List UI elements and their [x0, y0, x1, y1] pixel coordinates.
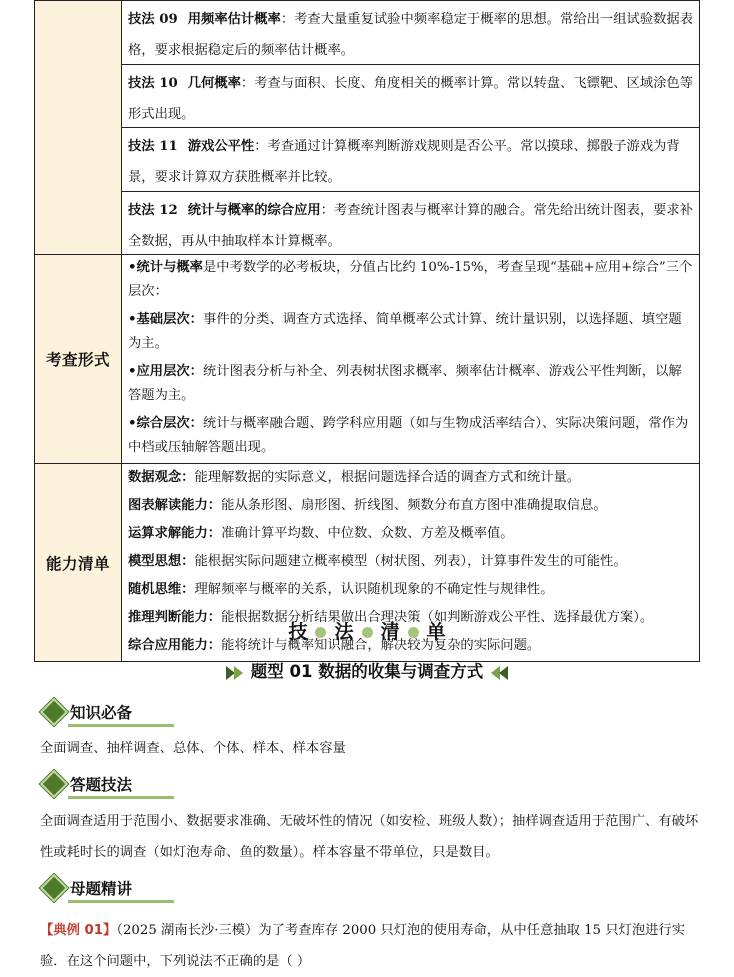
- exam-item-text: 是中考数学的必考板块，分值占比约 10%-15%，考查呈现“基础+应用+综合”三个层次：: [128, 260, 693, 299]
- question-type-text: 题型 01 数据的收集与调查方式: [250, 662, 484, 681]
- tech-title: 技法 10: [128, 76, 178, 91]
- arrow-left-icon: [499, 666, 508, 680]
- tech-name: 用频率估计概率: [187, 12, 281, 27]
- tech-desc: 考查大量重复试验中频率稳定于概率的思想。常给出一组试验数据表格，要求根据稳定后的频率估计概率。: [128, 12, 694, 58]
- knowledge-header-text: 知识必备: [70, 703, 133, 722]
- diamond-icon: [40, 770, 68, 798]
- ability-item: [122, 493, 699, 521]
- dot-separator-icon: [315, 627, 326, 638]
- exam-item: [122, 411, 699, 463]
- question-type-title: [0, 658, 734, 682]
- ability-item-text: 能从条形图、扇形图、折线图、频数分布直方图中准确提取信息。: [221, 498, 607, 513]
- exam-form-label: 考查形式: [45, 351, 110, 369]
- tips-text: 全面调查适用于范围小、数据要求准确、无破坏性的情况（如安检、班级人数）；抽样调查适用于范围广、有破坏性或耗时长的调查（如灯泡寿命、鱼的数量）。样本容量不带单位，只是数目。: [40, 814, 699, 860]
- tech-title: 技法 11: [128, 139, 178, 154]
- exam-item: [122, 359, 699, 411]
- tips-header-text: 答题技法: [70, 775, 133, 794]
- tech-desc: 考查通过计算概率判断游戏规则是否公平。常以摸球、掷骰子游戏为背景，要求计算双方获胜概率并比较。: [128, 139, 680, 185]
- exam-item-head: •应用层次：: [128, 364, 203, 379]
- ability-item-text: 能理解数据的实际意义，根据问题选择合适的调查方式和统计量。: [194, 470, 581, 485]
- ability-item-head: 模型思想：: [128, 554, 195, 569]
- exam-item-head: •统计与概率: [128, 260, 203, 275]
- header-underline: [68, 796, 174, 799]
- example-text: （2025 湖南长沙·三模）为了考查库存 2000 只灯泡的使用寿命，从中任意抽取 15 只灯泡进行实验．在这个问题中，下列说法不正确的是（ ）: [40, 923, 686, 969]
- ability-item-text: 能根据实际问题建立概率模型（树状图、列表），计算事件发生的可能性。: [194, 554, 627, 569]
- tech-desc: 考查与面积、长度、角度相关的概率计算。常以转盘、飞镖靶、区域涂色等形式出现。: [128, 76, 694, 122]
- ability-item-head: 推理判断能力：: [128, 610, 222, 625]
- ability-item: [122, 577, 699, 605]
- example-header-text: 母题精讲: [70, 879, 133, 898]
- tech-name: 游戏公平性: [187, 139, 255, 154]
- section-title: [0, 617, 734, 644]
- section-title-char: 清: [380, 621, 400, 643]
- ability-item: [122, 549, 699, 577]
- section-title-char: 法: [334, 621, 354, 643]
- diamond-icon: [40, 698, 68, 726]
- ability-item: [122, 521, 699, 549]
- example-question: [40, 915, 700, 977]
- label-cell-empty: [35, 1, 122, 255]
- exam-item-text: 统计与概率融合题、跨学科应用题（如与生物成活率结合）、实际决策问题，常作为中档或压轴解答题出现。: [128, 416, 689, 455]
- exam-item-text: 统计图表分析与补全、列表树状图求概率、频率估计概率、游戏公平性判断，以解答题为主。: [128, 364, 682, 403]
- ability-item-head: 数据观念：: [128, 470, 195, 485]
- arrow-right-icon: [234, 666, 243, 680]
- section-title-char: 单: [426, 621, 446, 643]
- dot-separator-icon: [408, 627, 419, 638]
- tech-cell: [122, 1, 700, 255]
- ability-item-head: 随机思维：: [128, 582, 195, 597]
- tech-row-10: 技法 10 几何概率：考查与面积、长度、角度相关的概率计算。常以转盘、飞镖靶、区域涂色等形式出现。: [122, 65, 699, 128]
- tech-name: 统计与概率的综合应用: [187, 203, 321, 218]
- section-title-char: 技: [288, 621, 308, 643]
- summary-table: [34, 0, 700, 662]
- example-tag: 【典例 01】: [40, 923, 117, 938]
- ability-label: 能力清单: [45, 554, 110, 573]
- ability-item-head: 运算求解能力：: [128, 526, 222, 541]
- ability-item-head: 图表解读能力：: [128, 498, 222, 513]
- exam-item-head: •综合层次：: [128, 416, 203, 431]
- knowledge-text: 全面调查、抽样调查、总体、个体、样本、样本容量: [40, 741, 346, 756]
- exam-item: [122, 255, 699, 307]
- exam-form-label-cell: [35, 255, 122, 464]
- tech-row-09: 技法 09 用频率估计概率：考查大量重复试验中频率稳定于概率的思想。常给出一组试验数据表格，要求根据稳定后的频率估计概率。: [122, 1, 699, 65]
- header-underline: [68, 724, 174, 727]
- ability-item-text: 能将统计与概率知识融合，解决较为复杂的实际问题。: [221, 638, 541, 653]
- tech-row-12: 技法 12 统计与概率的综合应用：考查统计图表与概率计算的融合。常先给出统计图表，要求补全数据，再从中抽取样本计算概率。: [128, 203, 694, 249]
- ability-item: [122, 465, 699, 493]
- dot-separator-icon: [362, 627, 373, 638]
- header-underline: [68, 900, 174, 903]
- exam-item-text: 事件的分类、调查方式选择、简单概率公式计算、统计量识别，以选择题、填空题为主。: [128, 312, 682, 351]
- ability-item-text: 能根据数据分析结果做出合理决策（如判断游戏公平性、选择最优方案）。: [221, 610, 654, 625]
- tech-desc: 考查统计图表与概率计算的融合。常先给出统计图表，要求补全数据，再从中抽取样本计算概率。: [128, 203, 694, 249]
- tech-name: 几何概率: [187, 76, 241, 91]
- tech-title: 技法 12: [128, 203, 178, 218]
- ability-item-text: 理解频率与概率的关系，认识随机现象的不确定性与规律性。: [194, 582, 554, 597]
- exam-item-head: •基础层次：: [128, 312, 203, 327]
- tech-title: 技法 09: [128, 12, 178, 27]
- exam-form-cell: [122, 255, 700, 464]
- diamond-icon: [40, 874, 68, 902]
- exam-item: [122, 307, 699, 359]
- ability-item-head: 综合应用能力：: [128, 638, 222, 653]
- ability-item-text: 准确计算平均数、中位数、众数、方差及概率值。: [221, 526, 514, 541]
- tech-row-11: 技法 11 游戏公平性：考查通过计算概率判断游戏规则是否公平。常以摸球、掷骰子游戏为背景，要求计算双方获胜概率并比较。: [122, 128, 699, 192]
